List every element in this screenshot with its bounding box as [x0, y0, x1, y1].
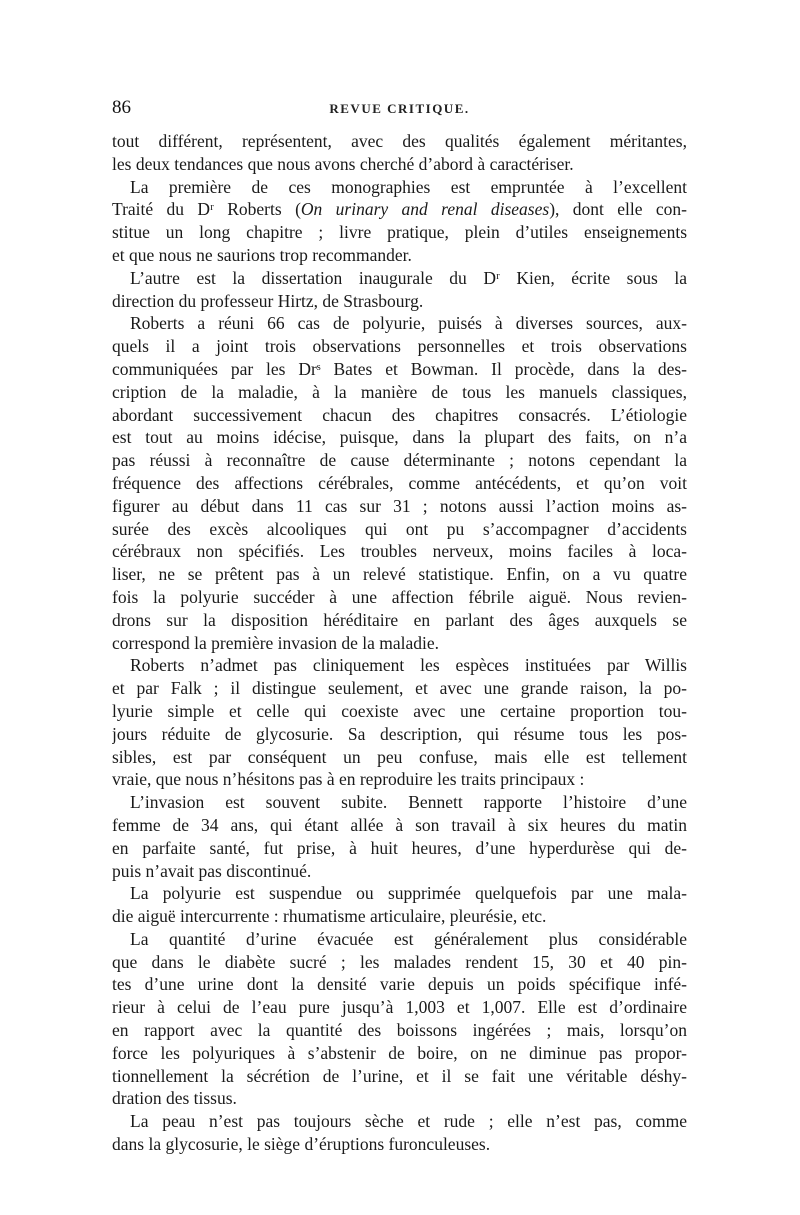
- text-line: La quantité d’urine évacuée est généralement plus considérable: [130, 928, 687, 949]
- text-line: sibles, est par conséquent un peu confuse, mais elle est tellement: [112, 746, 687, 767]
- text-line: jours réduite de glycosurie. Sa description, qui résume tous les pos-: [112, 723, 687, 744]
- text-line: dration des tissus.: [112, 1088, 237, 1109]
- text-line: femme de 34 ans, qui étant allée à son travail à six heures du matin: [112, 814, 687, 835]
- text-line: tout différent, représentent, avec des qualités également méritantes,: [112, 131, 687, 151]
- text-line: cérébraux non spécifiés. Les troubles nerveux, moins faciles à loca-: [112, 541, 687, 562]
- text-line: vraie, que nous n’hésitons pas à en reproduire les traits principaux :: [112, 769, 585, 790]
- page: [112, 96, 687, 1156]
- text-line: die aiguë intercurrente : rhumatisme articulaire, pleurésie, etc.: [112, 906, 547, 927]
- text-line: Roberts n’admet pas cliniquement les espèces instituées par Willis: [130, 655, 687, 676]
- text-line: liser, ne se prêtent pas à un relevé statistique. Enfin, on a vu quatre: [112, 564, 687, 585]
- text-line: stitue un long chapitre ; livre pratique, plein d’utiles enseignements: [112, 222, 687, 243]
- text-line: Roberts a réuni 66 cas de polyurie, puisés à diverses sources, aux-: [130, 313, 687, 334]
- text-segment: Traité du Dʳ Roberts (: [112, 199, 301, 220]
- text-line: que dans le diabète sucré ; les malades rendent 15, 30 et 40 pin-: [112, 951, 687, 972]
- text-line: La première de ces monographies est empruntée à l’excellent: [130, 176, 687, 197]
- text-line: abordant successivement chacun des chapitres consacrés. L’étiologie: [112, 404, 687, 425]
- page-number: 86: [112, 97, 131, 118]
- text-line: communiquées par les Drˢ Bates et Bowman. Il procède, dans la des-: [112, 358, 687, 379]
- text-line: pas réussi à reconnaître de cause déterminante ; notons cependant la: [112, 450, 687, 471]
- text-line: et que nous ne saurions trop recommander.: [112, 244, 412, 265]
- text-line: en rapport avec la quantité des boissons ingérées ; mais, lorsqu’on: [112, 1020, 687, 1041]
- running-head: [112, 96, 687, 120]
- text-line: tes d’une urine dont la densité varie depuis un poids spécifique infé-: [112, 974, 687, 995]
- text-line: La peau n’est pas toujours sèche et rude ; elle n’est pas, comme: [130, 1111, 687, 1132]
- text-line: quels il a joint trois observations personnelles et trois observations: [112, 336, 687, 357]
- body-text: [112, 130, 687, 1156]
- text-line: fois la polyurie succéder à une affection fébrile aiguë. Nous revien-: [112, 586, 687, 607]
- text-line: en parfaite santé, fut prise, à huit heures, d’une hyperdurèse qui de-: [112, 837, 687, 858]
- running-title: REVUE CRITIQUE.: [329, 101, 470, 116]
- text-line: force les polyuriques à s’abstenir de boire, on ne diminue pas propor-: [112, 1042, 687, 1063]
- text-line: puis n’avait pas discontinué.: [112, 860, 312, 881]
- text-line: La polyurie est suspendue ou supprimée quelquefois par une mala-: [130, 883, 687, 904]
- text-line: drons sur la disposition héréditaire en parlant des âges auxquels se: [112, 609, 687, 630]
- text-line: et par Falk ; il distingue seulement, et avec une grande raison, la po-: [112, 678, 687, 699]
- text-line: rieur à celui de l’eau pure jusqu’à 1,003 et 1,007. Elle est d’ordinaire: [112, 997, 687, 1018]
- text-line: figurer au début dans 11 cas sur 31 ; notons aussi l’action moins as-: [112, 495, 687, 516]
- text-line: correspond la première invasion de la maladie.: [112, 632, 440, 653]
- text-line: [112, 198, 687, 221]
- text-line: L’autre est la dissertation inaugurale du Dʳ Kien, écrite sous la: [130, 267, 687, 288]
- book-title-italic: On urinary and renal diseases: [300, 199, 550, 220]
- text-line: surée des excès alcooliques qui ont pu s’accompagner d’accidents: [112, 518, 687, 539]
- text-line: L’invasion est souvent subite. Bennett rapporte l’histoire d’une: [130, 792, 687, 813]
- text-line: lyurie simple et celle qui coexiste avec une certaine proportion tou-: [112, 700, 687, 721]
- text-line: tionnellement la sécrétion de l’urine, et il se fait une véritable déshy-: [112, 1065, 687, 1086]
- text-line: les deux tendances que nous avons cherché d’abord à caractériser.: [112, 153, 574, 174]
- text-line: est tout au moins idécise, puisque, dans la plupart des faits, on n’a: [112, 427, 687, 448]
- text-line: fréquence des affections cérébrales, comme antécédents, et qu’on voit: [112, 472, 687, 493]
- text-line: cription de la maladie, à la manière de tous les manuels classiques,: [112, 381, 687, 402]
- text-segment: ), dont elle con-: [549, 199, 687, 220]
- text-line: direction du professeur Hirtz, de Strasbourg.: [112, 290, 424, 311]
- text-line: dans la glycosurie, le siège d’éruptions furonculeuses.: [112, 1134, 491, 1155]
